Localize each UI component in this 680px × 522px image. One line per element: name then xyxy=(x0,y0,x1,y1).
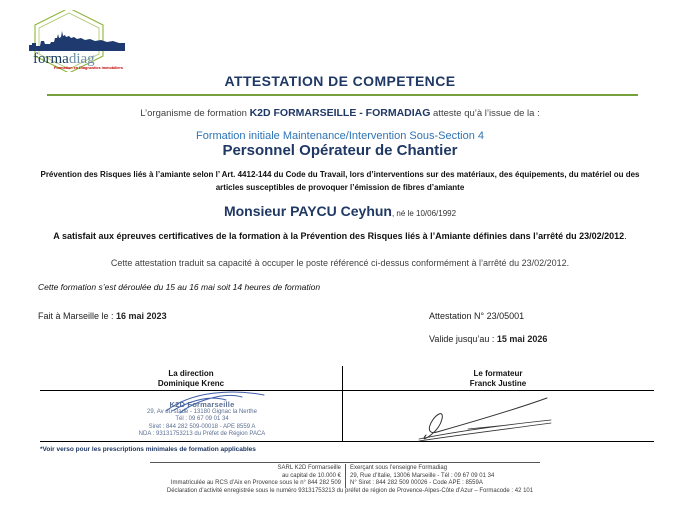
formation-subtitle: Formation initiale Maintenance/Intervention Sous-Section 4 xyxy=(196,130,484,142)
trainer-signature xyxy=(413,392,555,446)
statement-capacity: Cette attestation traduit sa capacité à occuper le poste référencé ci-dessus conformément à l’arrêté du 23/02/2012. xyxy=(110,258,570,268)
footer-siret: N° Siret : 844 282 509 00026 - Code APE : 8559A xyxy=(350,480,483,487)
footer-column-divider xyxy=(345,464,346,488)
signature-right-name: Franck Justine xyxy=(469,379,527,388)
footer-divider xyxy=(150,462,540,463)
signature-left-name: Dominique Krenc xyxy=(157,379,225,388)
footer-brand-column xyxy=(350,465,650,488)
signature-table-bottom-border xyxy=(40,441,654,442)
statement-success-text: A satisfait aux épreuves certificatives de la formation à la Prévention des Risques liés à l’Amiante définies dans l’arrêté du 23/02/2012 xyxy=(53,231,625,241)
trainee-name: Monsieur PAYCU Ceyhun xyxy=(223,203,392,219)
statement-duration: Cette formation s’est déroulée du 15 au 16 mai soit 14 heures de formation xyxy=(38,282,321,292)
stamp-address: 29, Av du stade - 13180 Gignac la Nerthe xyxy=(147,409,257,415)
statement-success-period: . xyxy=(624,231,627,241)
statement-success xyxy=(20,231,660,241)
issued-prefix: Fait à Marseille le : xyxy=(38,311,117,321)
trainee-line xyxy=(0,203,680,221)
footer-address: 29, Rue d’Italie, 13006 Marseille - Tél : 09 67 09 01 34 xyxy=(350,472,495,479)
signature-left-header xyxy=(40,369,342,389)
logo-tagline: Formation en Diagnostics Immobiliers xyxy=(54,66,123,70)
intro-prefix: L’organisme de formation xyxy=(140,108,250,119)
verso-footnote: *Voir verso pour les prescriptions minimales de formation applicables xyxy=(40,446,256,453)
issued-line xyxy=(38,311,167,321)
page-title: ATTESTATION DE COMPETENCE xyxy=(224,73,456,89)
intro-suffix: atteste qu’à l’issue de la : xyxy=(430,108,540,119)
formation-description: Prévention des Risques liés à l’amiante selon l’ Art. 4412-144 du Code du Travail, lors d’interventions sur des matériaux, des équipements, du matériel ou des articles susceptibles de provoquer l’émission de fibres d’amiante xyxy=(40,170,640,192)
stamp-siret: Siret : 844 282 509-00018 - APE 8559 A xyxy=(148,423,256,430)
stamp-nda: NDA : 93131753213 du Préfet de Région PACA xyxy=(138,430,266,437)
footer-rcs: Immatriculée au RCS d’Aix en Provence sous le n° 844 282 509 xyxy=(170,480,341,487)
signature-table-column-divider xyxy=(342,366,343,441)
signature-right-header xyxy=(342,369,654,389)
director-signature xyxy=(162,387,272,415)
validity-date: 15 mai 2026 xyxy=(496,334,548,344)
footer-company-name: SARL K2D Formarseille xyxy=(277,465,341,471)
stamp-company-name: K2D Formarseille xyxy=(169,400,235,409)
title-divider xyxy=(47,94,638,96)
formation-title: Personnel Opérateur de Chantier xyxy=(222,142,458,159)
validity-line xyxy=(429,334,547,344)
trainee-birthdate: , né le 10/06/1992 xyxy=(391,209,457,218)
formadiag-logo xyxy=(24,10,130,72)
attestation-number: Attestation N° 23/05001 xyxy=(429,311,525,321)
stamp-phone: Tél : 09 67 09 01 34 xyxy=(175,416,229,423)
issued-date: 16 mai 2023 xyxy=(116,311,167,321)
logo-wordmark: formadiag xyxy=(33,51,95,67)
footer-company-column xyxy=(40,465,341,488)
footer-declaration: Déclaration d’activité enregistrée sous le numéro 93131753213 du préfet de région de Provence-Alpes-Côte d’Azur – Formacode : 42 101 xyxy=(166,488,534,494)
footer-brand: Exerçant sous l’enseigne Formadiag xyxy=(350,465,448,471)
signature-right-role: Le formateur xyxy=(473,369,523,378)
organization-name: K2D FORMARSEILLE - FORMADIAG xyxy=(249,107,431,119)
skyline-icon xyxy=(29,31,125,51)
intro-line xyxy=(0,107,680,119)
footer-capital: au capital de 10.000 € xyxy=(281,472,341,479)
signature-left-role: La direction xyxy=(168,369,214,378)
signature-table-divider xyxy=(40,390,654,391)
validity-prefix: Valide jusqu’au : xyxy=(429,334,497,344)
